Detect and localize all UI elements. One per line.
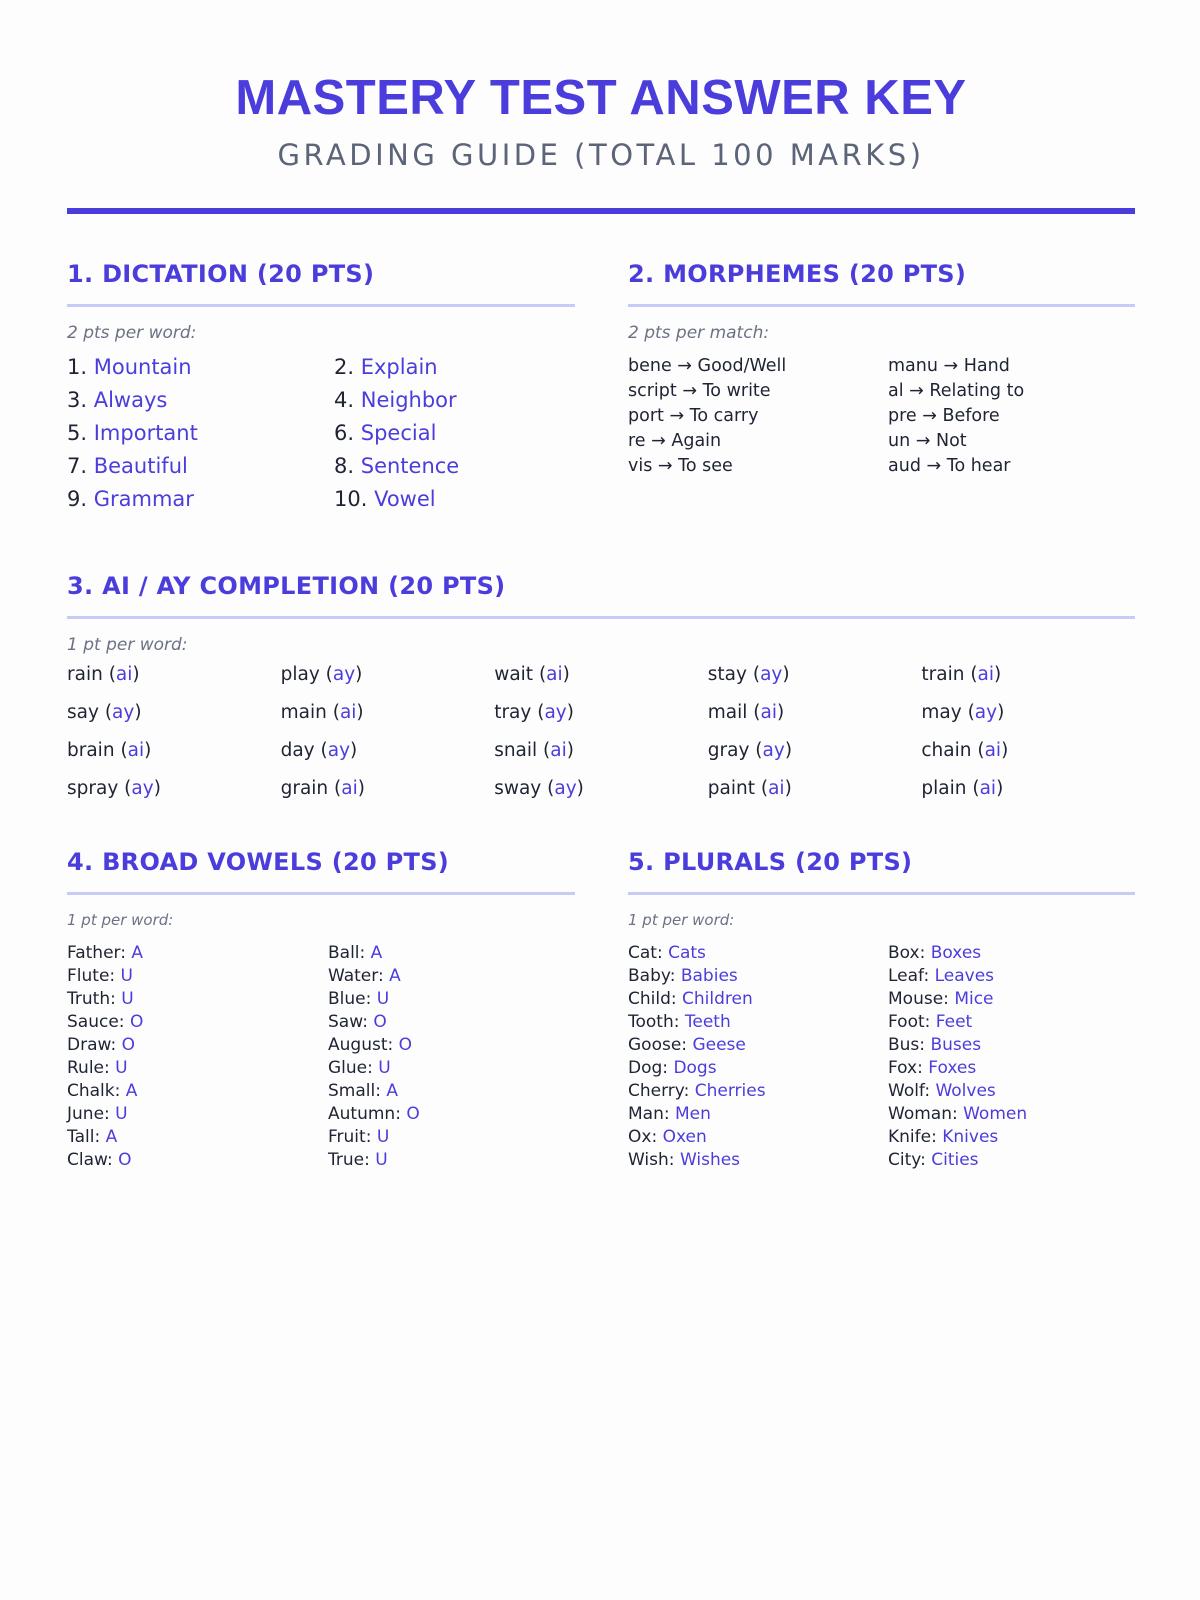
answer-item: Ball: A — [328, 943, 383, 963]
answer-item: tray (ay) — [494, 702, 574, 723]
answer-item: Fox: Foxes — [888, 1058, 977, 1078]
answer-item: Saw: O — [328, 1012, 387, 1032]
answer-item: Goose: Geese — [628, 1035, 746, 1055]
answer-item: 9. Grammar — [67, 487, 194, 511]
answer-item: 7. Beautiful — [67, 454, 188, 478]
answer-item: Glue: U — [328, 1058, 391, 1078]
answer-item: play (ay) — [280, 664, 363, 685]
answer-item: mail (ai) — [707, 702, 785, 723]
answer-item: Truth: U — [67, 989, 134, 1009]
scoring-note: 1 pt per word: — [628, 911, 735, 929]
answer-item: Small: A — [328, 1081, 398, 1101]
answer-grid — [628, 943, 1135, 1171]
section-dictation — [67, 260, 575, 513]
section-ai-ay-completion — [67, 572, 1135, 801]
answer-item: Blue: U — [328, 989, 390, 1009]
section-heading: 4. BROAD VOWELS (20 PTS) — [67, 848, 450, 876]
answer-item: re → Again — [628, 431, 722, 451]
section-divider — [67, 304, 575, 307]
answer-item: vis → To see — [628, 456, 733, 476]
answer-item: Chalk: A — [67, 1081, 138, 1101]
answer-item: rain (ai) — [67, 664, 140, 685]
answer-item: City: Cities — [888, 1150, 979, 1170]
scoring-note: 2 pts per word: — [67, 323, 197, 343]
section-broad-vowels — [67, 848, 575, 1171]
answer-item: Tooth: Teeth — [628, 1012, 731, 1032]
answer-item: Man: Men — [628, 1104, 711, 1124]
section-divider — [628, 304, 1135, 307]
section-morphemes — [628, 260, 1135, 477]
answer-item: 2. Explain — [334, 355, 438, 379]
answer-item: 6. Special — [334, 421, 437, 445]
scoring-note: 1 pt per word: — [67, 911, 174, 929]
answer-item: snail (ai) — [494, 740, 574, 761]
answer-item: Box: Boxes — [888, 943, 982, 963]
page-title: MASTERY TEST ANSWER KEY — [235, 71, 967, 125]
answer-item: Cherry: Cherries — [628, 1081, 766, 1101]
answer-item: say (ay) — [67, 702, 142, 723]
answer-item: day (ay) — [280, 740, 358, 761]
answer-grid — [628, 356, 1135, 477]
answer-item: Leaf: Leaves — [888, 966, 995, 986]
answer-item: June: U — [67, 1104, 128, 1124]
answer-item: Baby: Babies — [628, 966, 738, 986]
answer-item: Fruit: U — [328, 1127, 390, 1147]
answer-item: Bus: Buses — [888, 1035, 982, 1055]
answer-item: Knife: Knives — [888, 1127, 999, 1147]
section-heading: 3. AI / AY COMPLETION (20 PTS) — [67, 572, 506, 600]
section-plurals — [628, 848, 1135, 1171]
answer-grid — [67, 943, 575, 1171]
answer-item: port → To carry — [628, 406, 759, 426]
answer-item: August: O — [328, 1035, 413, 1055]
answer-item: sway (ay) — [494, 778, 584, 799]
answer-item: Wish: Wishes — [628, 1150, 741, 1170]
answer-item: train (ai) — [921, 664, 1002, 685]
page-subtitle: GRADING GUIDE (TOTAL 100 MARKS) — [277, 138, 925, 172]
answer-item: Autumn: O — [328, 1104, 420, 1124]
answer-item: Tall: A — [67, 1127, 118, 1147]
answer-item: Cat: Cats — [628, 943, 706, 963]
answer-item: paint (ai) — [707, 778, 792, 799]
answer-item: spray (ay) — [67, 778, 161, 799]
answer-item: Child: Children — [628, 989, 753, 1009]
answer-item: Draw: O — [67, 1035, 136, 1055]
answer-item: Claw: O — [67, 1150, 132, 1170]
answer-item: Father: A — [67, 943, 144, 963]
scoring-note: 1 pt per word: — [67, 635, 188, 655]
section-heading: 1. DICTATION (20 PTS) — [67, 260, 375, 288]
scoring-note: 2 pts per match: — [628, 323, 770, 343]
answer-item: gray (ay) — [707, 740, 793, 761]
section-divider — [628, 892, 1135, 895]
answer-item: pre → Before — [888, 406, 1000, 426]
answer-item: un → Not — [888, 431, 967, 451]
answer-item: Woman: Women — [888, 1104, 1028, 1124]
answer-item: Ox: Oxen — [628, 1127, 707, 1147]
section-heading: 5. PLURALS (20 PTS) — [628, 848, 913, 876]
answer-item: brain (ai) — [67, 740, 152, 761]
answer-grid — [67, 355, 575, 513]
answer-item: 8. Sentence — [334, 454, 460, 478]
answer-item: aud → To hear — [888, 456, 1011, 476]
answer-item: Flute: U — [67, 966, 133, 986]
answer-item: True: U — [328, 1150, 388, 1170]
answer-item: may (ay) — [921, 702, 1005, 723]
section-divider — [67, 616, 1135, 619]
answer-item: chain (ai) — [921, 740, 1009, 761]
section-divider — [67, 892, 575, 895]
answer-item: 1. Mountain — [67, 355, 192, 379]
section-heading: 2. MORPHEMES (20 PTS) — [628, 260, 967, 288]
answer-item: plain (ai) — [921, 778, 1004, 799]
answer-item: 4. Neighbor — [334, 388, 457, 412]
answer-item: Water: A — [328, 966, 401, 986]
answer-item: manu → Hand — [888, 356, 1010, 376]
answer-item: main (ai) — [280, 702, 364, 723]
answer-item: Dog: Dogs — [628, 1058, 717, 1078]
answer-item: Wolf: Wolves — [888, 1081, 996, 1101]
answer-item: 3. Always — [67, 388, 168, 412]
answer-item: Sauce: O — [67, 1012, 144, 1032]
title-divider — [67, 208, 1135, 214]
answer-item: Mouse: Mice — [888, 989, 994, 1009]
answer-item: script → To write — [628, 381, 771, 401]
answer-item: stay (ay) — [707, 664, 790, 685]
answer-item: Foot: Feet — [888, 1012, 973, 1032]
answer-item: al → Relating to — [888, 381, 1025, 401]
answer-item: 5. Important — [67, 421, 198, 445]
answer-item: wait (ai) — [494, 664, 570, 685]
answer-grid — [67, 664, 1135, 801]
answer-item: grain (ai) — [280, 778, 365, 799]
answer-item: 10. Vowel — [334, 487, 436, 511]
answer-item: Rule: U — [67, 1058, 128, 1078]
answer-item: bene → Good/Well — [628, 356, 787, 376]
